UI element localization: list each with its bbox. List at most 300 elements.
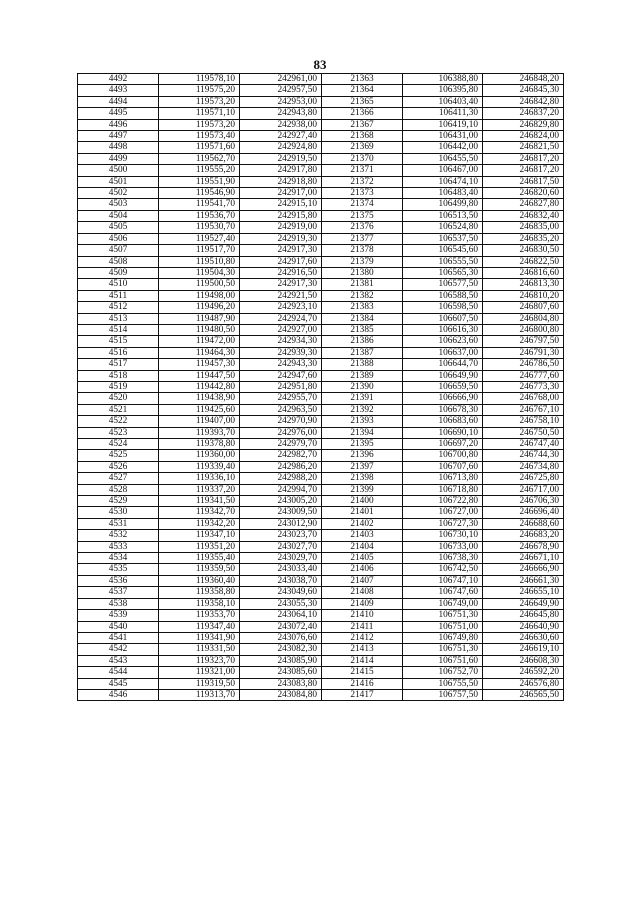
right-point-number-cell: 21409	[322, 598, 403, 609]
left-point-number-cell: 4531	[78, 518, 159, 529]
left-point-number-cell: 4495	[78, 108, 159, 119]
right-x-coordinate-cell: 106747,60	[403, 587, 483, 598]
right-y-coordinate-cell: 246619,10	[483, 644, 564, 655]
left-y-coordinate-cell: 242934,30	[240, 336, 322, 347]
left-y-coordinate-cell: 242994,70	[240, 484, 322, 495]
left-point-number-cell: 4536	[78, 575, 159, 586]
right-point-number-cell: 21397	[322, 461, 403, 472]
right-point-number-cell: 21415	[322, 667, 403, 678]
right-y-coordinate-cell: 246824,00	[483, 131, 564, 142]
right-point-number-cell: 21379	[322, 256, 403, 267]
right-x-coordinate-cell: 106467,00	[403, 165, 483, 176]
right-x-coordinate-cell: 106666,90	[403, 393, 483, 404]
left-y-coordinate-cell: 243076,60	[240, 632, 322, 643]
table-row	[78, 667, 564, 678]
table-row	[78, 119, 564, 130]
right-x-coordinate-cell: 106752,70	[403, 667, 483, 678]
right-y-coordinate-cell: 246750,50	[483, 427, 564, 438]
right-y-coordinate-cell: 246848,20	[483, 74, 564, 85]
right-y-coordinate-cell: 246768,00	[483, 393, 564, 404]
table-row	[78, 131, 564, 142]
right-y-coordinate-cell: 246800,80	[483, 324, 564, 335]
right-point-number-cell: 21394	[322, 427, 403, 438]
right-point-number-cell: 21395	[322, 439, 403, 450]
left-point-number-cell: 4507	[78, 245, 159, 256]
left-y-coordinate-cell: 242939,30	[240, 347, 322, 358]
right-y-coordinate-cell: 246773,30	[483, 381, 564, 392]
left-x-coordinate-cell: 119321,00	[159, 667, 240, 678]
left-y-coordinate-cell: 242938,00	[240, 119, 322, 130]
left-point-number-cell: 4526	[78, 461, 159, 472]
left-x-coordinate-cell: 119517,70	[159, 245, 240, 256]
right-point-number-cell: 21417	[322, 689, 403, 700]
left-y-coordinate-cell: 243009,50	[240, 507, 322, 518]
right-y-coordinate-cell: 246649,90	[483, 598, 564, 609]
left-x-coordinate-cell: 119438,90	[159, 393, 240, 404]
right-x-coordinate-cell: 106431,00	[403, 131, 483, 142]
left-x-coordinate-cell: 119331,50	[159, 644, 240, 655]
table-row	[78, 199, 564, 210]
left-x-coordinate-cell: 119358,10	[159, 598, 240, 609]
right-y-coordinate-cell: 246734,80	[483, 461, 564, 472]
right-point-number-cell: 21371	[322, 165, 403, 176]
left-point-number-cell: 4544	[78, 667, 159, 678]
right-x-coordinate-cell: 106545,60	[403, 245, 483, 256]
right-point-number-cell: 21364	[322, 85, 403, 96]
left-x-coordinate-cell: 119510,80	[159, 256, 240, 267]
table-row	[78, 473, 564, 484]
right-y-coordinate-cell: 246807,60	[483, 302, 564, 313]
left-point-number-cell: 4520	[78, 393, 159, 404]
table-row	[78, 165, 564, 176]
left-point-number-cell: 4523	[78, 427, 159, 438]
table-row	[78, 336, 564, 347]
left-x-coordinate-cell: 119442,80	[159, 381, 240, 392]
right-y-coordinate-cell: 246813,30	[483, 279, 564, 290]
right-x-coordinate-cell: 106700,80	[403, 450, 483, 461]
left-y-coordinate-cell: 243038,70	[240, 575, 322, 586]
left-y-coordinate-cell: 243082,30	[240, 644, 322, 655]
left-y-coordinate-cell: 242918,80	[240, 176, 322, 187]
left-x-coordinate-cell: 119496,20	[159, 302, 240, 313]
left-point-number-cell: 4516	[78, 347, 159, 358]
left-y-coordinate-cell: 242982,70	[240, 450, 322, 461]
left-point-number-cell: 4498	[78, 142, 159, 153]
right-y-coordinate-cell: 246786,50	[483, 359, 564, 370]
right-point-number-cell: 21392	[322, 404, 403, 415]
right-x-coordinate-cell: 106683,60	[403, 416, 483, 427]
right-point-number-cell: 21375	[322, 210, 403, 221]
left-x-coordinate-cell: 119341,50	[159, 496, 240, 507]
left-point-number-cell: 4532	[78, 530, 159, 541]
right-point-number-cell: 21406	[322, 564, 403, 575]
table-row	[78, 541, 564, 552]
right-y-coordinate-cell: 246744,30	[483, 450, 564, 461]
left-point-number-cell: 4514	[78, 324, 159, 335]
left-x-coordinate-cell: 119573,40	[159, 131, 240, 142]
left-point-number-cell: 4533	[78, 541, 159, 552]
left-y-coordinate-cell: 242951,80	[240, 381, 322, 392]
left-point-number-cell: 4524	[78, 439, 159, 450]
left-point-number-cell: 4503	[78, 199, 159, 210]
right-x-coordinate-cell: 106442,00	[403, 142, 483, 153]
left-point-number-cell: 4545	[78, 678, 159, 689]
left-y-coordinate-cell: 242963,50	[240, 404, 322, 415]
table-row	[78, 404, 564, 415]
right-y-coordinate-cell: 246767,10	[483, 404, 564, 415]
right-x-coordinate-cell: 106588,50	[403, 290, 483, 301]
right-x-coordinate-cell: 106751,00	[403, 621, 483, 632]
right-x-coordinate-cell: 106749,00	[403, 598, 483, 609]
right-point-number-cell: 21403	[322, 530, 403, 541]
table-row	[78, 290, 564, 301]
right-x-coordinate-cell: 106513,50	[403, 210, 483, 221]
right-point-number-cell: 21400	[322, 496, 403, 507]
right-point-number-cell: 21398	[322, 473, 403, 484]
left-x-coordinate-cell: 119393,70	[159, 427, 240, 438]
left-point-number-cell: 4521	[78, 404, 159, 415]
right-y-coordinate-cell: 246845,30	[483, 85, 564, 96]
left-y-coordinate-cell: 242986,20	[240, 461, 322, 472]
left-x-coordinate-cell: 119527,40	[159, 233, 240, 244]
right-x-coordinate-cell: 106751,30	[403, 610, 483, 621]
left-x-coordinate-cell: 119342,70	[159, 507, 240, 518]
right-y-coordinate-cell: 246829,80	[483, 119, 564, 130]
left-point-number-cell: 4504	[78, 210, 159, 221]
left-y-coordinate-cell: 243085,60	[240, 667, 322, 678]
right-x-coordinate-cell: 106524,80	[403, 222, 483, 233]
right-y-coordinate-cell: 246817,20	[483, 153, 564, 164]
right-point-number-cell: 21416	[322, 678, 403, 689]
left-x-coordinate-cell: 119319,50	[159, 678, 240, 689]
right-y-coordinate-cell: 246630,60	[483, 632, 564, 643]
right-x-coordinate-cell: 106722,80	[403, 496, 483, 507]
table-row	[78, 347, 564, 358]
right-x-coordinate-cell: 106713,80	[403, 473, 483, 484]
left-point-number-cell: 4515	[78, 336, 159, 347]
left-point-number-cell: 4534	[78, 553, 159, 564]
right-point-number-cell: 21393	[322, 416, 403, 427]
left-x-coordinate-cell: 119447,50	[159, 370, 240, 381]
left-y-coordinate-cell: 243023,70	[240, 530, 322, 541]
table-row	[78, 381, 564, 392]
right-point-number-cell: 21384	[322, 313, 403, 324]
right-x-coordinate-cell: 106395,80	[403, 85, 483, 96]
left-x-coordinate-cell: 119323,70	[159, 655, 240, 666]
right-y-coordinate-cell: 246678,90	[483, 541, 564, 552]
left-x-coordinate-cell: 119351,20	[159, 541, 240, 552]
left-x-coordinate-cell: 119358,80	[159, 587, 240, 598]
right-x-coordinate-cell: 106637,00	[403, 347, 483, 358]
left-x-coordinate-cell: 119407,00	[159, 416, 240, 427]
table-row	[78, 632, 564, 643]
table-row	[78, 267, 564, 278]
left-x-coordinate-cell: 119480,50	[159, 324, 240, 335]
left-point-number-cell: 4501	[78, 176, 159, 187]
left-y-coordinate-cell: 243084,80	[240, 689, 322, 700]
right-point-number-cell: 21405	[322, 553, 403, 564]
right-point-number-cell: 21389	[322, 370, 403, 381]
left-x-coordinate-cell: 119530,70	[159, 222, 240, 233]
right-y-coordinate-cell: 246747,40	[483, 439, 564, 450]
left-y-coordinate-cell: 242917,30	[240, 279, 322, 290]
left-y-coordinate-cell: 242921,50	[240, 290, 322, 301]
right-point-number-cell: 21367	[322, 119, 403, 130]
left-x-coordinate-cell: 119472,00	[159, 336, 240, 347]
table-row	[78, 188, 564, 199]
right-point-number-cell: 21410	[322, 610, 403, 621]
right-x-coordinate-cell: 106577,50	[403, 279, 483, 290]
left-x-coordinate-cell: 119546,90	[159, 188, 240, 199]
left-x-coordinate-cell: 119457,30	[159, 359, 240, 370]
table-row	[78, 507, 564, 518]
left-x-coordinate-cell: 119562,70	[159, 153, 240, 164]
left-y-coordinate-cell: 242924,70	[240, 313, 322, 324]
left-y-coordinate-cell: 242988,20	[240, 473, 322, 484]
right-x-coordinate-cell: 106598,50	[403, 302, 483, 313]
table-row	[78, 416, 564, 427]
right-y-coordinate-cell: 246842,80	[483, 96, 564, 107]
left-point-number-cell: 4511	[78, 290, 159, 301]
left-y-coordinate-cell: 243029,70	[240, 553, 322, 564]
table-row	[78, 439, 564, 450]
left-point-number-cell: 4497	[78, 131, 159, 142]
right-point-number-cell: 21402	[322, 518, 403, 529]
right-x-coordinate-cell: 106749,80	[403, 632, 483, 643]
left-y-coordinate-cell: 242943,80	[240, 108, 322, 119]
right-x-coordinate-cell: 106419,10	[403, 119, 483, 130]
left-x-coordinate-cell: 119378,80	[159, 439, 240, 450]
left-y-coordinate-cell: 243072,40	[240, 621, 322, 632]
right-point-number-cell: 21380	[322, 267, 403, 278]
left-x-coordinate-cell: 119575,20	[159, 85, 240, 96]
right-point-number-cell: 21366	[322, 108, 403, 119]
table-row	[78, 359, 564, 370]
right-x-coordinate-cell: 106742,50	[403, 564, 483, 575]
right-point-number-cell: 21382	[322, 290, 403, 301]
right-point-number-cell: 21408	[322, 587, 403, 598]
left-y-coordinate-cell: 242919,30	[240, 233, 322, 244]
left-y-coordinate-cell: 243005,20	[240, 496, 322, 507]
right-y-coordinate-cell: 246645,80	[483, 610, 564, 621]
left-x-coordinate-cell: 119360,40	[159, 575, 240, 586]
left-point-number-cell: 4510	[78, 279, 159, 290]
table-row	[78, 279, 564, 290]
right-x-coordinate-cell: 106537,50	[403, 233, 483, 244]
left-y-coordinate-cell: 242915,80	[240, 210, 322, 221]
left-x-coordinate-cell: 119487,90	[159, 313, 240, 324]
left-x-coordinate-cell: 119360,00	[159, 450, 240, 461]
right-point-number-cell: 21414	[322, 655, 403, 666]
left-y-coordinate-cell: 243049,60	[240, 587, 322, 598]
right-y-coordinate-cell: 246804,80	[483, 313, 564, 324]
right-point-number-cell: 21401	[322, 507, 403, 518]
left-point-number-cell: 4525	[78, 450, 159, 461]
right-y-coordinate-cell: 246688,60	[483, 518, 564, 529]
left-x-coordinate-cell: 119355,40	[159, 553, 240, 564]
left-point-number-cell: 4527	[78, 473, 159, 484]
right-point-number-cell: 21383	[322, 302, 403, 313]
left-x-coordinate-cell: 119464,30	[159, 347, 240, 358]
left-y-coordinate-cell: 242917,00	[240, 188, 322, 199]
right-point-number-cell: 21387	[322, 347, 403, 358]
left-point-number-cell: 4499	[78, 153, 159, 164]
table-row	[78, 108, 564, 119]
left-point-number-cell: 4540	[78, 621, 159, 632]
right-x-coordinate-cell: 106411,30	[403, 108, 483, 119]
left-y-coordinate-cell: 242970,90	[240, 416, 322, 427]
left-y-coordinate-cell: 242927,00	[240, 324, 322, 335]
table-row	[78, 678, 564, 689]
left-y-coordinate-cell: 242915,10	[240, 199, 322, 210]
table-row	[78, 564, 564, 575]
right-y-coordinate-cell: 246817,20	[483, 165, 564, 176]
right-y-coordinate-cell: 246821,50	[483, 142, 564, 153]
table-row	[78, 153, 564, 164]
table-row	[78, 598, 564, 609]
table-row	[78, 621, 564, 632]
left-point-number-cell: 4494	[78, 96, 159, 107]
left-y-coordinate-cell: 242927,40	[240, 131, 322, 142]
table-row	[78, 461, 564, 472]
left-y-coordinate-cell: 242955,70	[240, 393, 322, 404]
right-y-coordinate-cell: 246725,80	[483, 473, 564, 484]
table-row	[78, 142, 564, 153]
right-y-coordinate-cell: 246777,60	[483, 370, 564, 381]
right-x-coordinate-cell: 106690,10	[403, 427, 483, 438]
left-point-number-cell: 4542	[78, 644, 159, 655]
left-y-coordinate-cell: 242919,50	[240, 153, 322, 164]
left-y-coordinate-cell: 242919,00	[240, 222, 322, 233]
right-point-number-cell: 21374	[322, 199, 403, 210]
right-x-coordinate-cell: 106747,10	[403, 575, 483, 586]
left-x-coordinate-cell: 119571,60	[159, 142, 240, 153]
right-point-number-cell: 21385	[322, 324, 403, 335]
table-row	[78, 484, 564, 495]
left-x-coordinate-cell: 119573,20	[159, 119, 240, 130]
right-point-number-cell: 21407	[322, 575, 403, 586]
right-y-coordinate-cell: 246717,00	[483, 484, 564, 495]
left-point-number-cell: 4496	[78, 119, 159, 130]
left-x-coordinate-cell: 119578,10	[159, 74, 240, 85]
left-point-number-cell: 4508	[78, 256, 159, 267]
left-x-coordinate-cell: 119359,50	[159, 564, 240, 575]
left-y-coordinate-cell: 242917,80	[240, 165, 322, 176]
table-row	[78, 96, 564, 107]
table-row	[78, 496, 564, 507]
right-point-number-cell: 21388	[322, 359, 403, 370]
right-point-number-cell: 21381	[322, 279, 403, 290]
right-point-number-cell: 21399	[322, 484, 403, 495]
table-row	[78, 233, 564, 244]
right-y-coordinate-cell: 246661,30	[483, 575, 564, 586]
table-row	[78, 74, 564, 85]
right-x-coordinate-cell: 106483,40	[403, 188, 483, 199]
right-x-coordinate-cell: 106499,80	[403, 199, 483, 210]
table-row	[78, 222, 564, 233]
left-point-number-cell: 4541	[78, 632, 159, 643]
left-point-number-cell: 4518	[78, 370, 159, 381]
left-y-coordinate-cell: 243027,70	[240, 541, 322, 552]
left-x-coordinate-cell: 119541,70	[159, 199, 240, 210]
right-point-number-cell: 21372	[322, 176, 403, 187]
left-y-coordinate-cell: 243033,40	[240, 564, 322, 575]
left-y-coordinate-cell: 242976,00	[240, 427, 322, 438]
right-point-number-cell: 21363	[322, 74, 403, 85]
table-row	[78, 655, 564, 666]
left-point-number-cell: 4509	[78, 267, 159, 278]
right-point-number-cell: 21378	[322, 245, 403, 256]
right-y-coordinate-cell: 246830,50	[483, 245, 564, 256]
left-point-number-cell: 4537	[78, 587, 159, 598]
table-row	[78, 370, 564, 381]
table-row	[78, 324, 564, 335]
right-y-coordinate-cell: 246565,50	[483, 689, 564, 700]
left-point-number-cell: 4493	[78, 85, 159, 96]
right-y-coordinate-cell: 246576,80	[483, 678, 564, 689]
right-x-coordinate-cell: 106644,70	[403, 359, 483, 370]
table-row	[78, 256, 564, 267]
left-point-number-cell: 4517	[78, 359, 159, 370]
left-x-coordinate-cell: 119347,40	[159, 621, 240, 632]
right-y-coordinate-cell: 246835,20	[483, 233, 564, 244]
right-y-coordinate-cell: 246827,80	[483, 199, 564, 210]
right-y-coordinate-cell: 246832,40	[483, 210, 564, 221]
right-point-number-cell: 21396	[322, 450, 403, 461]
right-x-coordinate-cell: 106751,60	[403, 655, 483, 666]
right-point-number-cell: 21376	[322, 222, 403, 233]
table-row	[78, 427, 564, 438]
right-x-coordinate-cell: 106607,50	[403, 313, 483, 324]
left-y-coordinate-cell: 242917,60	[240, 256, 322, 267]
right-x-coordinate-cell: 106757,50	[403, 689, 483, 700]
right-point-number-cell: 21386	[322, 336, 403, 347]
table-row	[78, 530, 564, 541]
right-x-coordinate-cell: 106623,60	[403, 336, 483, 347]
right-y-coordinate-cell: 246640,90	[483, 621, 564, 632]
left-y-coordinate-cell: 242979,70	[240, 439, 322, 450]
right-point-number-cell: 21373	[322, 188, 403, 199]
table-row	[78, 450, 564, 461]
right-x-coordinate-cell: 106649,90	[403, 370, 483, 381]
left-x-coordinate-cell: 119425,60	[159, 404, 240, 415]
table-row	[78, 393, 564, 404]
right-y-coordinate-cell: 246820,60	[483, 188, 564, 199]
left-point-number-cell: 4500	[78, 165, 159, 176]
right-y-coordinate-cell: 246817,50	[483, 176, 564, 187]
right-x-coordinate-cell: 106474,10	[403, 176, 483, 187]
page-number: 83	[313, 57, 327, 72]
right-y-coordinate-cell: 246810,20	[483, 290, 564, 301]
right-x-coordinate-cell: 106718,80	[403, 484, 483, 495]
left-point-number-cell: 4538	[78, 598, 159, 609]
left-x-coordinate-cell: 119341,90	[159, 632, 240, 643]
right-x-coordinate-cell: 106659,50	[403, 381, 483, 392]
left-x-coordinate-cell: 119353,70	[159, 610, 240, 621]
right-x-coordinate-cell: 106388,80	[403, 74, 483, 85]
right-x-coordinate-cell: 106455,50	[403, 153, 483, 164]
table-row	[78, 553, 564, 564]
left-y-coordinate-cell: 242916,50	[240, 267, 322, 278]
left-x-coordinate-cell: 119571,10	[159, 108, 240, 119]
left-y-coordinate-cell: 243055,30	[240, 598, 322, 609]
right-x-coordinate-cell: 106678,30	[403, 404, 483, 415]
left-point-number-cell: 4505	[78, 222, 159, 233]
left-point-number-cell: 4512	[78, 302, 159, 313]
left-x-coordinate-cell: 119498,00	[159, 290, 240, 301]
right-y-coordinate-cell: 246696,40	[483, 507, 564, 518]
table-row	[78, 587, 564, 598]
